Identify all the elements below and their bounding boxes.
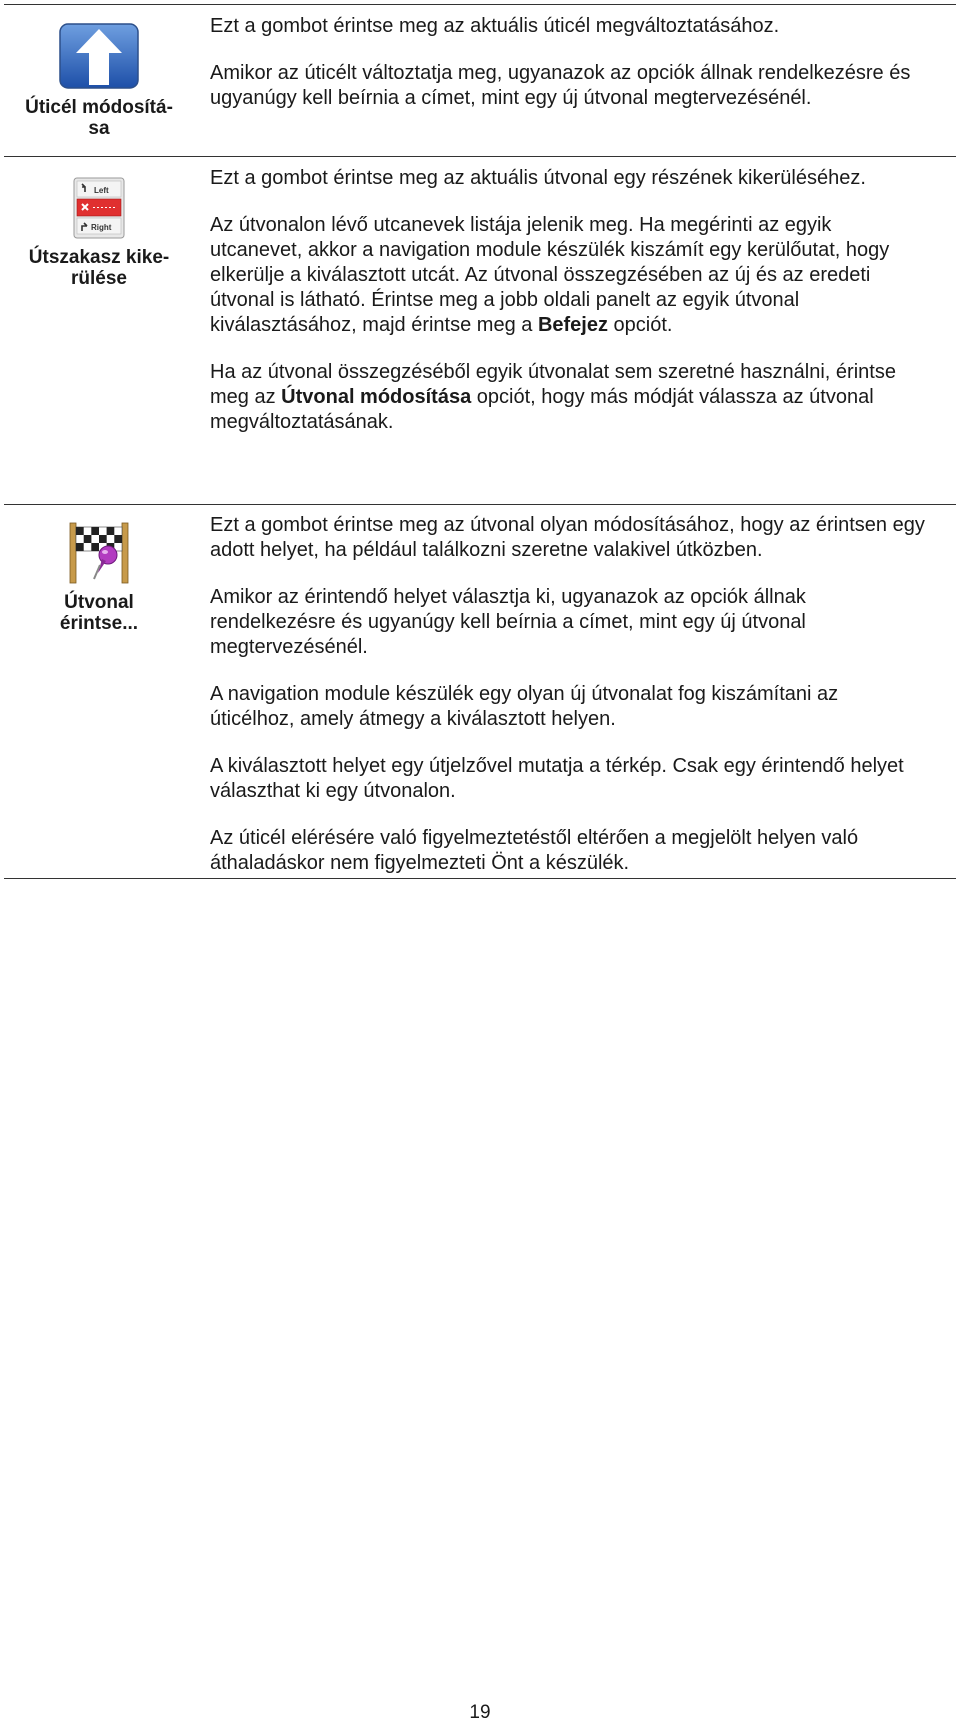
icon-column (4, 505, 194, 878)
right-text: Right (91, 223, 112, 232)
button-label-line1: Útszakasz kike- (28, 247, 170, 268)
table-row-avoid-roadblock (4, 156, 956, 504)
page-number: 19 (469, 1702, 491, 1723)
button-label (60, 592, 138, 634)
icon-column (4, 5, 194, 156)
paragraph (210, 360, 926, 435)
paragraph-text: opciót. (613, 314, 673, 336)
paragraph: Az úticél elérésére való figyelmeztetéstől eltérően a megjelölt helyen való áthaladáskor nem figyelmezteti Önt a készülék. (210, 827, 859, 874)
paragraph: A navigation module készülék egy olyan új útvonalat fog kiszámítani az úticélhoz, amely átmegy a kiválasztott helyen. (210, 683, 839, 730)
paragraph-text: opciót, hogy más módját válassza az útvonal megváltoztatásának. (210, 386, 874, 433)
description-column (194, 5, 956, 156)
table-row-change-destination (4, 4, 956, 156)
left-text: Left (94, 186, 109, 195)
button-reference-table (4, 4, 956, 879)
paragraph: Ezt a gombot érintse meg az aktuális útvonal egy részének kikerüléséhez. (210, 167, 866, 189)
description-column (194, 157, 956, 504)
button-label (25, 97, 173, 139)
emphasis-finish: Befejez (537, 314, 608, 336)
button-label-line2: rülése (71, 268, 127, 289)
button-label-line1: Útvonal (64, 592, 134, 613)
checkered-flag-pin-icon (64, 521, 134, 585)
button-label-line2: érintse... (59, 613, 139, 634)
description-column (194, 505, 956, 878)
arrow-up-icon (59, 23, 139, 89)
paragraph-text: Ha az útvonal összegzéséből egyik útvonalat sem szeretné használni, érintse meg az (210, 361, 896, 408)
paragraph: Ezt a gombot érintse meg az aktuális úticél megváltoztatásához. (210, 15, 780, 37)
table-row-travel-via (4, 504, 956, 879)
paragraph: Amikor az úticélt változtatja meg, ugyanazok az opciók állnak rendelkezésre és ugyanúgy kell beírnia a címet, mint egy új útvonal megtervezésénél. (210, 62, 911, 109)
button-label-line1: Úticél módosítá- (25, 97, 173, 118)
button-label-line2: sa (88, 118, 110, 139)
icon-column (4, 157, 194, 504)
paragraph (210, 213, 926, 338)
emphasis-change-route: Útvonal módosítása (281, 386, 472, 408)
paragraph-text: Az útvonalon lévő utcanevek listája jelenik meg. Ha megérinti az egyik utcanevet, akkor a navigation module készülék kiszámít egy kerülőutat, hogy elkerülje a kiválasztott utcát. Az útvonal összegzésében az új és az eredeti útvonal is látható. Érintse meg a jobb oldali panelt az egyik útvonal kiválasztásához, majd érintse meg a (210, 214, 890, 336)
paragraph: A kiválasztott helyet egy útjelzővel mutatja a térkép. Csak egy érintendő helyet választhat ki egy útvonalon. (210, 755, 904, 802)
paragraph: Ezt a gombot érintse meg az útvonal olyan módosításához, hogy az érintsen egy adott helyet, ha például találkozni szeretne valakivel útközben. (210, 514, 925, 561)
route-instructions-icon (73, 177, 125, 239)
button-label (29, 247, 169, 289)
paragraph: Amikor az érintendő helyet választja ki, ugyanazok az opciók állnak rendelkezésre és ugyanúgy kell beírnia a címet, mint egy új útvonal megtervezésénél. (210, 586, 806, 658)
